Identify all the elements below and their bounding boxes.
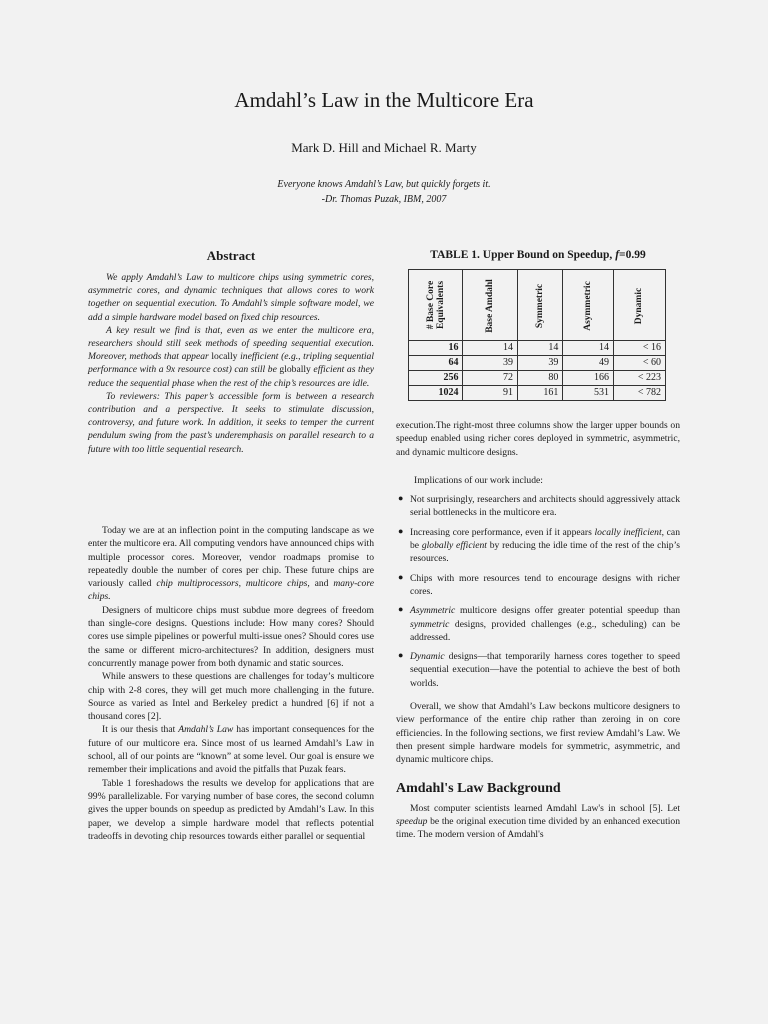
base-core-cell: 16 [409,341,463,356]
list-item: ● Increasing core performance, even if it appears locally inefficient, can be globally efficient by reducing the idle time of the rest of the chip’s resources. [398,525,680,565]
emph-globally: globally [279,364,311,376]
implications-list [396,493,680,690]
bullet-icon: ● [398,604,404,615]
header-asymmetric: Asymmetric [583,280,594,331]
epigraph-source: -Dr. Thomas Puzak, IBM, 2007 [321,194,447,205]
overall-paragraph: Overall, we show that Amdahl’s Law beckons multicore designers to view performance of the entire chip rather than zeroing in on core efficiencies. In the following sections, we first review Amdahl’s Law. We then present simple hardware models for symmetric, asymmetric, and dynamic multicore chips. [396,701,680,766]
section-heading: Amdahl's Law Background [396,780,561,796]
base-core-cell: 64 [409,356,463,371]
intro-paragraph: It is our thesis that Amdahl’s Law has important consequences for the future of our multicore era. Since most of us learned Amdahl’s Law in school, all of our points are “known” at some level. Our goal is ensure we remember their implications and avoid the pitfalls that Puzak fears. [88,724,375,776]
header-line: # Base Core [425,280,436,330]
base-core-cell: 1024 [409,386,463,401]
base-core-cell: 256 [409,371,463,386]
table-row [409,386,666,401]
table-row [409,356,666,371]
right-column-body [396,419,680,842]
paper-title: Amdahl’s Law in the Multicore Era [234,88,534,112]
bullet-icon: ● [398,650,404,661]
speedup-cell: < 223 [613,371,665,386]
speedup-cell: < 60 [613,356,665,371]
introduction-body [88,524,374,843]
speedup-cell: 166 [563,371,614,386]
intro-paragraph: Today we are at an inflection point in the computing landscape as we enter the multicore era. All computing vendors have announced chips with multiple processor cores. Moreover, vendor roadmaps promise to repeatedly double the number of cores per chip. These future chips are variously called chip multiprocessors, multicore chips, and many-core chips. [88,525,374,603]
speedup-cell: < 782 [613,386,665,401]
bullet-icon: ● [398,525,404,536]
intro-paragraph: While answers to these questions are challenges for today’s multicore chip with 2-8 cores, they will get much more challenging in the future. Source as varied as Intel and Berkeley predict a hundred [6] if not a thousand cores [2]. [88,671,374,723]
speedup-cell: 72 [463,371,518,386]
speedup-cell: 14 [463,341,518,356]
header-cell [463,270,518,341]
implications-intro: Implications of our work include: [414,474,543,486]
list-item: ● Dynamic designs—that temporarily harness cores together to speed sequential execution—have the potential to achieve the best of both worlds. [398,650,680,689]
header-line: Equivalents [435,280,446,330]
header-cell [518,270,563,341]
table-caption: TABLE 1. Upper Bound on Speedup, f=0.99 [430,249,646,261]
table-header-row [409,270,666,341]
intro-paragraph: Designers of multicore chips must subdue more degrees of freedom than single-core designs. Questions include: How many cores? Should cores use simple pipelines or powerful multi-issue ones? Should cores use the same or different micro-architectures? In addition, designers must concurrently manage power from both dynamic and static sources. [88,604,374,669]
bullet-icon: ● [398,571,404,582]
header-cell [409,270,463,341]
abstract-body [88,271,374,456]
abstract-paragraph: To reviewers: This paper’s accessible form is between a research contribution and a perspective. It seeks to stimulate discussion, controversy, and future work. In addition, it seeks to temper the current pendulum swing from the past’s underemphasis on parallel research to a future with too little sequential research. [88,390,374,455]
list-item: ● Chips with more resources tend to encourage designs with richer cores. [398,571,680,597]
speedup-cell: 531 [563,386,614,401]
table-row [409,371,666,386]
speedup-cell: 14 [518,341,563,356]
speedup-cell: 14 [563,341,614,356]
speedup-cell: 91 [463,386,518,401]
list-item: ● Asymmetric multicore designs offer greater potential speedup than symmetric designs, provided challenges (e.g., scheduling) can be addressed. [398,604,680,643]
background-paragraph: Most computer scientists learned Amdahl Law's in school [5]. Let speedup be the original execution time divided by an enhanced execution time. The modern version of Amdahl's [396,802,680,841]
emph-locally: locally [211,351,238,363]
list-item: ● Not surprisingly, researchers and architects should aggressively attack serial bottlenecks in the multicore era. [398,493,680,519]
continuation-paragraph: execution.The right-most three columns show the larger upper bounds on speedup enabled using richer cores deployed in symmetric, asymmetric, and dynamic multicore designs. [396,420,680,458]
header-cell [613,270,665,341]
speedup-cell: < 16 [613,341,665,356]
header-base-amdahl: Base Amdahl [485,278,496,333]
speedup-cell: 161 [518,386,563,401]
header-dynamic: Dynamic [634,287,645,324]
paper-authors: Mark D. Hill and Michael R. Marty [291,140,477,155]
header-base-cores [426,281,446,329]
speedup-cell: 80 [518,371,563,386]
speedup-cell: 49 [563,356,614,371]
table-row [409,341,666,356]
speedup-cell: 39 [518,356,563,371]
abstract-heading: Abstract [206,248,256,263]
header-cell [563,270,614,341]
abstract-paragraph: A key result we find is that, even as we enter the multicore era, researchers should still seek methods of speeding sequential execution. Moreover, methods that appear locally inefficient (e.g., tripling sequential performance with a 9x resource cost) can still be globally efficient as they reduce the sequential phase when the rest of the chip’s resources are idle. [88,324,374,389]
epigraph-quote: Everyone knows Amdahl’s Law, but quickly forgets it. [277,179,491,190]
intro-paragraph: Table 1 foreshadows the results we develop for applications that are 99% parallelizable. For varying number of base cores, the second column gives the upper bounds on speedup as predicted by Amdahl’s Law. In this paper, we develop a simple hardware model that reflects potential tradeoffs in devoting chip resources towards either parallel or sequential [88,777,374,842]
epigraph [0,177,768,207]
speedup-cell: 39 [463,356,518,371]
bullet-icon: ● [398,493,404,504]
abstract-paragraph: We apply Amdahl’s Law to multicore chips using symmetric cores, asymmetric cores, and dynamic techniques that allows cores to work together on sequential execution. To Amdahl’s simple software model, we add a simple hardware model based on fixed chip resources. [88,272,374,323]
header-symmetric: Symmetric [535,283,546,328]
speedup-table [408,269,666,401]
